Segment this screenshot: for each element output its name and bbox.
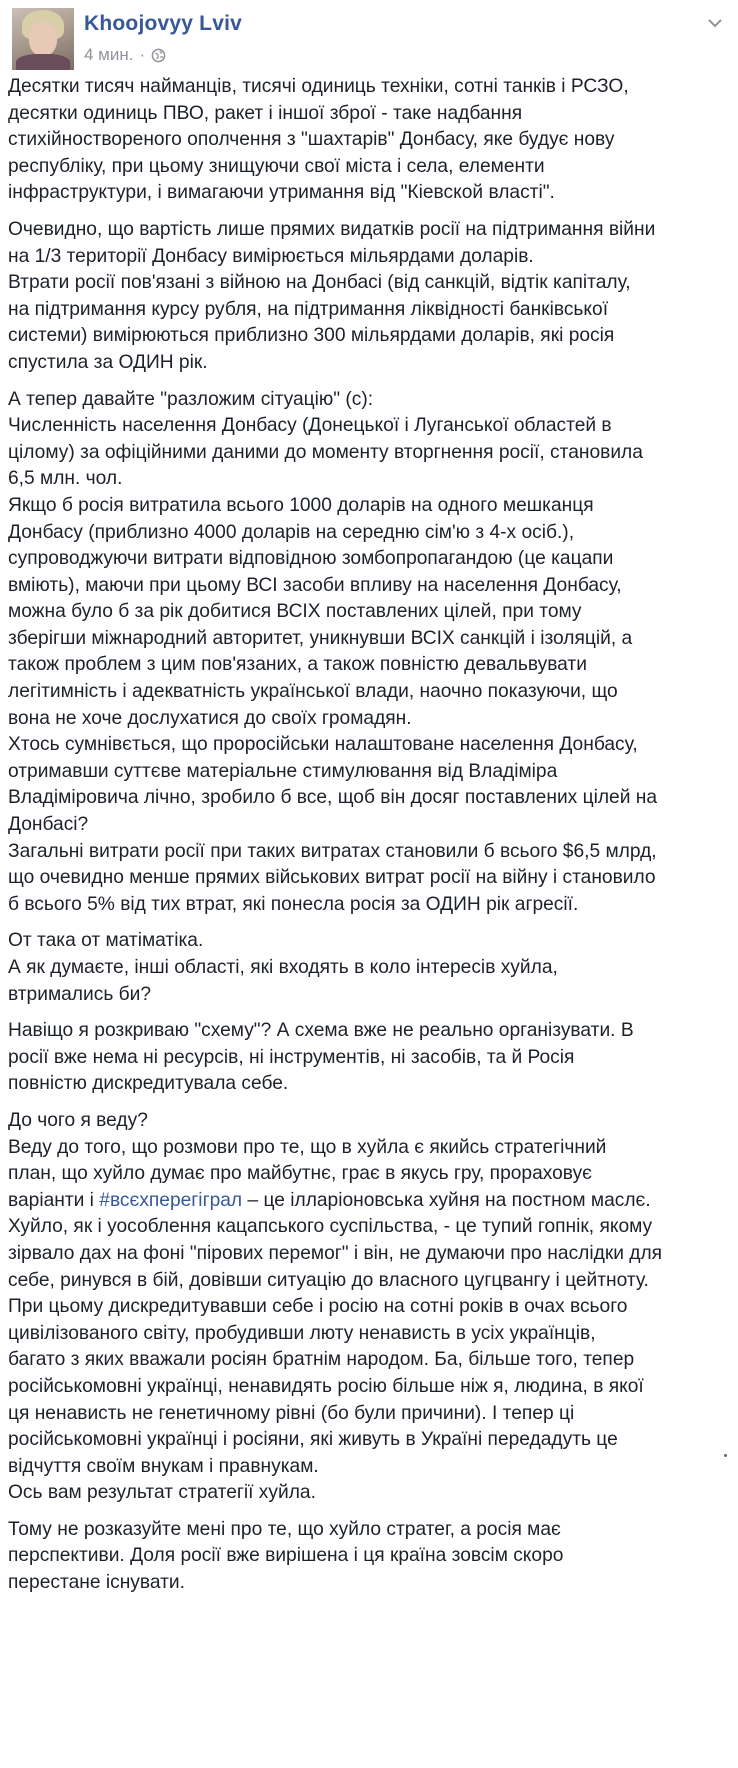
text-line: Втрати росії пов'язані з війною на Донбасі (від санкцій, відтік капіталу, [8, 272, 631, 294]
globe-icon[interactable] [151, 48, 166, 63]
text-line: цілому) за офіційними даними до моменту вторгнення росії, становила [8, 441, 643, 463]
text-line: Владіміровича лічно, зробило б все, щоб він досяг поставлених цілей на [8, 787, 658, 809]
text-line: інфраструктури, і вимагаючи утримання від "Кіевской власті". [8, 182, 555, 204]
author-name[interactable]: Khoojovyy Lviv [84, 12, 243, 35]
post-meta [84, 45, 166, 65]
text-line: на 1/3 території Донбасу вимірюється мільярдами доларів. [8, 245, 534, 267]
paragraph-1 [8, 74, 732, 207]
chevron-down-icon[interactable] [706, 14, 724, 32]
hashtag-link[interactable]: #всєхперегіграл [99, 1189, 243, 1211]
text-line: повністю дискредитувала себе. [8, 1073, 289, 1095]
text-line: Донбасу (приблизно 4000 доларів на середню сім'ю з 4-х осіб.), [8, 521, 575, 543]
paragraph-5 [8, 1018, 732, 1098]
text-line: До чого я веду? [8, 1109, 148, 1131]
text-line: системи) вимірюються приблизно 300 мільярдами доларів, які росія [8, 325, 615, 347]
hashtag-line-after: – це ілларіоновська хуйня на постном маслє. [242, 1189, 651, 1211]
post-time[interactable]: 4 мин. [84, 45, 134, 64]
text-line: Численність населення Донбасу (Донецької і Луганської областей в [8, 415, 612, 437]
text-line: спустила за ОДИН рік. [8, 351, 208, 373]
text-line: зберігши міжнародний авторитет, уникнувши ВСІХ санкцій і ізоляцій, а [8, 627, 633, 649]
text-line: А як думаєте, інші області, які входять в коло інтересів хуйла, [8, 957, 558, 978]
text-line: легітимність і адекватність української влади, наочно показуючи, що [8, 681, 618, 703]
paragraph-6 [8, 1108, 732, 1507]
avatar-shirt [16, 54, 70, 70]
text-line: перестане існувати. [8, 1572, 185, 1594]
text-line: отримавши суттєве матеріальне стимулювання від Владіміра [8, 760, 558, 782]
text-line: цивілізованого світу, пробудивши люту ненависть в усіх українців, [8, 1322, 596, 1344]
text-line: втримались би? [8, 983, 152, 1005]
text-line: вона не хоче дослухатися до своїх громадян. [8, 707, 412, 729]
hashtag-line [8, 1188, 732, 1215]
text-line: Якщо б росія витратила всього 1000 доларів на одного мешканця [8, 494, 594, 516]
text-line: Загальні витрати росії при таких витратах становили б всього $6,5 млрд, [8, 840, 657, 862]
text-line: десятки одиниць ПВО, ракет і іншої зброї - таке надбання [8, 102, 523, 124]
text-line: Ось вам результат стратегії хуйла. [8, 1482, 316, 1504]
text-line: Хтось сумнівється, що проросійськи налаштоване населення Донбасу, [8, 734, 638, 756]
text-line: вміють), маючи при цьому ВСІ засоби впливу на населення Донбасу, [8, 574, 622, 596]
text-line: При цьому дискредитувавши себе і росію на сотні років в очах всього [8, 1296, 628, 1318]
text-line: російськомовні українці і росіяни, які живуть в Україні передадуть це [8, 1429, 618, 1451]
text-line: також проблем з цим пов'язаних, а також повністю девальвувати [8, 654, 587, 676]
text-line: відчуття своїм внукам і правнукам. [8, 1455, 319, 1477]
text-line: стихійноствореного ополчення з "шахтарів" Донбасу, яке будує нову [8, 129, 615, 151]
text-line: Хуйло, як і уособлення кацапського суспільства, - це тупий гопнік, якому [8, 1216, 653, 1238]
text-line: що очевидно менше прямих військових витрат росії на війну і становило [8, 867, 656, 889]
text-line: ця ненависть не генетичному рівні (бо були причини). І тепер ці [8, 1402, 575, 1424]
text-line: Очевидно, що вартість лише прямих видатків росії на підтримання війни [8, 218, 656, 240]
text-line: Десятки тисяч найманців, тисячі одиниць техніки, сотні танків і РСЗО, [8, 76, 629, 97]
paragraph-2 [8, 217, 732, 377]
text-line: Веду до того, що розмови про те, що в хуйла є якийсь стратегічний [8, 1136, 607, 1158]
avatar-face [29, 22, 57, 56]
text-line: на підтримання курсу рубля, на підтримання ліквідності банківської [8, 298, 609, 320]
text-line: республіку, при цьому знищуючи свої міста і села, елементи [8, 155, 545, 177]
paragraph-4 [8, 928, 732, 1008]
text-line: Навіщо я розкриваю "схему"? А схема вже не реально організувати. В [8, 1020, 634, 1042]
post-header [12, 8, 726, 72]
text-line: А тепер давайте "разложим сітуацію" (с): [8, 388, 374, 410]
paragraph-7 [8, 1517, 732, 1597]
stray-dot [724, 1454, 727, 1457]
text-line: супроводжуючи витрати відповідною зомбопропагандою (це кацапи [8, 548, 614, 570]
hashtag-line-before: варіанти і [8, 1189, 100, 1211]
text-line: От така от матіматіка. [8, 930, 204, 952]
text-line: перспективи. Доля росії вже вирішена і ця країна зовсім скоро [8, 1545, 564, 1567]
meta-separator: · [139, 45, 146, 64]
text-line: себе, ринувся в бій, довівши ситуацію до власного цугцвангу і цейтноту. [8, 1269, 649, 1291]
text-line: російськомовні українці, ненавидять росію більше ніж я, людина, в якої [8, 1375, 644, 1397]
text-line: 6,5 млн. чол. [8, 468, 123, 490]
paragraph-3 [8, 387, 732, 919]
text-line: Тому не розказуйте мені про те, що хуйло стратег, а росія має [8, 1518, 561, 1540]
post-body [8, 74, 732, 1607]
text-line: можна було б за рік добитися ВСІХ поставлених цілей, при тому [8, 601, 582, 623]
text-line: зірвало дах на фоні "пірових перемог" і він, не думаючи про наслідки для [8, 1242, 663, 1264]
text-line: б всього 5% від тих втрат, які понесла росія за ОДИН рік агресії. [8, 893, 579, 915]
text-line: Донбасі? [8, 814, 89, 836]
text-line: росії вже нема ні ресурсів, ні інструментів, ні засобів, та й Росія [8, 1046, 575, 1068]
text-line: план, що хуйло думає про майбутнє, грає в якусь гру, прораховує [8, 1163, 592, 1185]
avatar[interactable] [12, 8, 74, 70]
text-line: багато з яких вважали росіян братнім народом. Ба, більше того, тепер [8, 1349, 635, 1371]
